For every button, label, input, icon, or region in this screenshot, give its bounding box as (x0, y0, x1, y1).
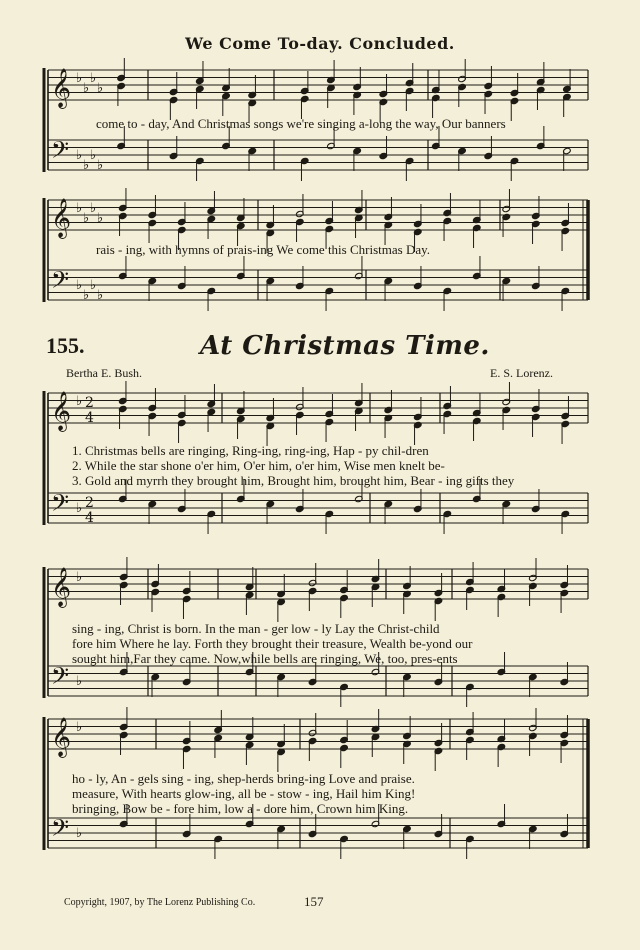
verse-3-line: bringing, Bow be - fore him, low a - dore him, Crown him King. (72, 801, 409, 816)
flat-sign: ♭ (76, 570, 83, 585)
treble-clef: 𝄞 (51, 391, 72, 431)
verse-2-line: fore him Where he lay. Forth they brought their treasure, Wealth be-yond our (72, 636, 473, 651)
treble-clef: 𝄞 (51, 717, 72, 757)
bass-clef: 𝄢 (51, 814, 70, 847)
treble-clef: 𝄞 (51, 198, 72, 238)
composer-credit: E. S. Lorenz. (490, 366, 553, 380)
flat-sign: ♭ (76, 394, 83, 409)
flat-sign: ♭ (97, 81, 104, 96)
flat-sign: ♭ (97, 211, 104, 226)
flat-sign: ♭ (83, 81, 90, 96)
time-signature: 2 (85, 495, 94, 511)
treble-clef: 𝄞 (51, 567, 72, 607)
flat-sign: ♭ (83, 158, 90, 173)
verse-1-line: sing - ing, Christ is born. In the man - ger low - ly Lay the Christ-child (72, 621, 440, 636)
flat-sign: ♭ (76, 674, 83, 689)
flat-sign: ♭ (97, 288, 104, 303)
verse-3-line: 3. Gold and myrrh they brought him, Brought him, brought him, Bear - ing gifts they (72, 473, 515, 488)
flat-sign: ♭ (76, 501, 83, 516)
copyright-notice: Copyright, 1907, by The Lorenz Publishing Co. (64, 897, 256, 908)
hymn-title: At Christmas Time. (200, 331, 490, 361)
flat-sign: ♭ (97, 158, 104, 173)
bass-clef: 𝄢 (51, 489, 70, 522)
lyric-line: come to - day, And Christmas songs we're singing a-long the way, Our banners (96, 116, 506, 131)
flat-sign: ♭ (76, 201, 83, 216)
lyric-line: rais - ing, with hymns of prais-ing We come this Christmas Day. (96, 242, 431, 257)
verse-1-line: ho - ly, An - gels sing - ing, shep-herds bring-ing Love and praise. (72, 771, 415, 786)
verse-1-line: 1. Christmas bells are ringing, Ring-ing, ring-ing, Hap - py chil-dren (72, 443, 429, 458)
continued-hymn-title: We Come To-day. Concluded. (185, 34, 455, 53)
author-credit: Bertha E. Bush. (66, 366, 142, 380)
flat-sign: ♭ (90, 148, 97, 163)
flat-sign: ♭ (90, 71, 97, 86)
hymn-number: 155. (46, 333, 85, 358)
flat-sign: ♭ (76, 720, 83, 735)
time-signature: 2 (85, 395, 94, 411)
flat-sign: ♭ (83, 211, 90, 226)
verse-2-line: measure, With hearts glow-ing, all be - stow - ing, Hail him King! (72, 786, 416, 801)
treble-clef: 𝄞 (51, 68, 72, 108)
flat-sign: ♭ (76, 71, 83, 86)
flat-sign: ♭ (90, 201, 97, 216)
bass-clef: 𝄢 (51, 266, 70, 299)
flat-sign: ♭ (83, 288, 90, 303)
time-signature: 4 (85, 510, 94, 526)
bass-clef: 𝄢 (51, 662, 70, 695)
verse-3-line: sought him,Far they came. Now,while bells are ringing, We, too, pres-ents (72, 651, 458, 666)
flat-sign: ♭ (76, 826, 83, 841)
time-signature: 4 (85, 410, 94, 426)
flat-sign: ♭ (76, 278, 83, 293)
flat-sign: ♭ (76, 148, 83, 163)
verse-2-line: 2. While the star shone o'er him, O'er him, o'er him, Wise men knelt be- (72, 458, 445, 473)
bass-clef: 𝄢 (51, 136, 70, 169)
flat-sign: ♭ (90, 278, 97, 293)
page-number: 157 (304, 894, 324, 909)
